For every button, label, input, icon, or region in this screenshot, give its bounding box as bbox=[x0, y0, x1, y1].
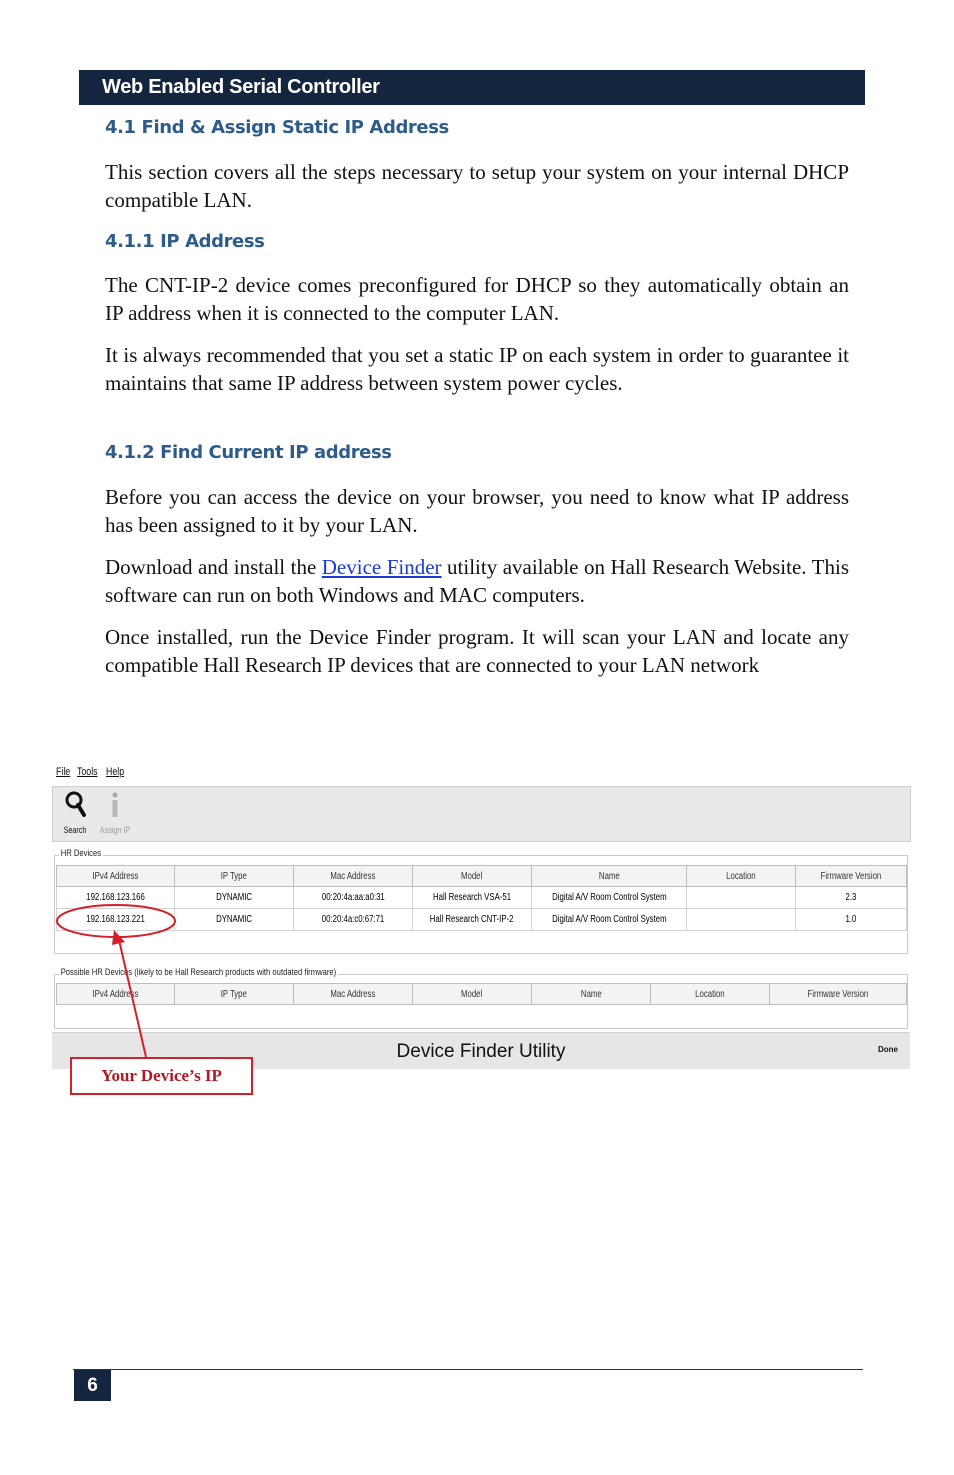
paragraph-intro: This section covers all the steps necessary to setup your system on your internal DHCP compatible LAN. bbox=[105, 160, 849, 212]
col-name[interactable]: Name bbox=[532, 984, 651, 1005]
col-ip-type[interactable]: IP Type bbox=[175, 984, 294, 1005]
cell-ip-type: DYNAMIC bbox=[175, 887, 294, 909]
col-ipv4[interactable]: IPv4 Address bbox=[57, 984, 175, 1005]
cell-model: Hall Research VSA-51 bbox=[413, 887, 532, 909]
paragraph-once-installed: Once installed, run the Device Finder program. It will scan your LAN and locate any compatible Hall Research IP devices that are connected to your LAN network bbox=[105, 625, 849, 677]
col-location[interactable]: Location bbox=[687, 866, 796, 887]
device-finder-link[interactable]: Device Finder bbox=[321, 555, 442, 579]
cell-name: Digital A/V Room Control System bbox=[532, 909, 687, 931]
paragraph-static-ip: It is always recommended that you set a static IP on each system in order to guarantee it maintains that same IP address between system power cycles. bbox=[105, 343, 849, 395]
possible-devices-title: Possible HR Devices (likely to be Hall Research products with outdated firmware) bbox=[60, 967, 337, 977]
cell-mac: 00:20:4a:aa:a0:31 bbox=[294, 887, 413, 909]
cell-firmware: 1.0 bbox=[796, 909, 907, 931]
col-model[interactable]: Model bbox=[413, 866, 532, 887]
menu-tools[interactable]: Tools bbox=[77, 766, 98, 778]
cell-ipv4: 192.168.123.166 bbox=[57, 887, 175, 909]
cell-ipv4: 192.168.123.221 bbox=[57, 909, 175, 931]
col-location[interactable]: Location bbox=[651, 984, 770, 1005]
annotation-arrow-line bbox=[119, 940, 146, 1057]
menu-help[interactable]: Help bbox=[106, 766, 125, 778]
col-name[interactable]: Name bbox=[532, 866, 687, 887]
hr-devices-title: HR Devices bbox=[60, 848, 102, 858]
footer-rule bbox=[73, 1369, 863, 1370]
cell-ip-type: DYNAMIC bbox=[175, 909, 294, 931]
section-heading-4-1-2: 4.1.2 Find Current IP address bbox=[105, 442, 392, 463]
download-text-start: Download and install the bbox=[105, 555, 322, 579]
download-text-end: utility available on Hall Research Website. This software can run on both Windows and MAC computers. bbox=[105, 555, 849, 607]
col-ip-type[interactable]: IP Type bbox=[175, 866, 294, 887]
header-title: Web Enabled Serial Controller bbox=[102, 76, 380, 98]
cell-firmware: 2.3 bbox=[796, 887, 907, 909]
col-mac[interactable]: Mac Address bbox=[294, 984, 413, 1005]
figure-caption: Device Finder Utility bbox=[396, 1041, 566, 1062]
assign-ip-label: Assign IP bbox=[99, 825, 131, 835]
col-mac[interactable]: Mac Address bbox=[294, 866, 413, 887]
section-heading-4-1: 4.1 Find & Assign Static IP Address bbox=[105, 117, 449, 138]
menu-file[interactable]: File bbox=[56, 766, 71, 778]
col-firmware[interactable]: Firmware Version bbox=[770, 984, 907, 1005]
annotation-label: Your Device’s IP bbox=[70, 1057, 253, 1095]
paragraph-before-access: Before you can access the device on your browser, you need to know what IP address has been assigned to it by your LAN. bbox=[105, 485, 849, 537]
status-done: Done bbox=[878, 1045, 898, 1054]
page-number: 6 bbox=[74, 1370, 111, 1401]
search-label: Search bbox=[63, 825, 87, 835]
col-model[interactable]: Model bbox=[413, 984, 532, 1005]
col-firmware[interactable]: Firmware Version bbox=[796, 866, 907, 887]
cell-name: Digital A/V Room Control System bbox=[532, 887, 687, 909]
cell-model: Hall Research CNT-IP-2 bbox=[413, 909, 532, 931]
section-heading-4-1-1: 4.1.1 IP Address bbox=[105, 231, 265, 252]
col-ipv4[interactable]: IPv4 Address bbox=[57, 866, 175, 887]
paragraph-dhcp: The CNT-IP-2 device comes preconfigured for DHCP so they automatically obtain an IP address when it is connected to the computer LAN. bbox=[105, 273, 849, 325]
cell-mac: 00:20:4a:c0:67:71 bbox=[294, 909, 413, 931]
